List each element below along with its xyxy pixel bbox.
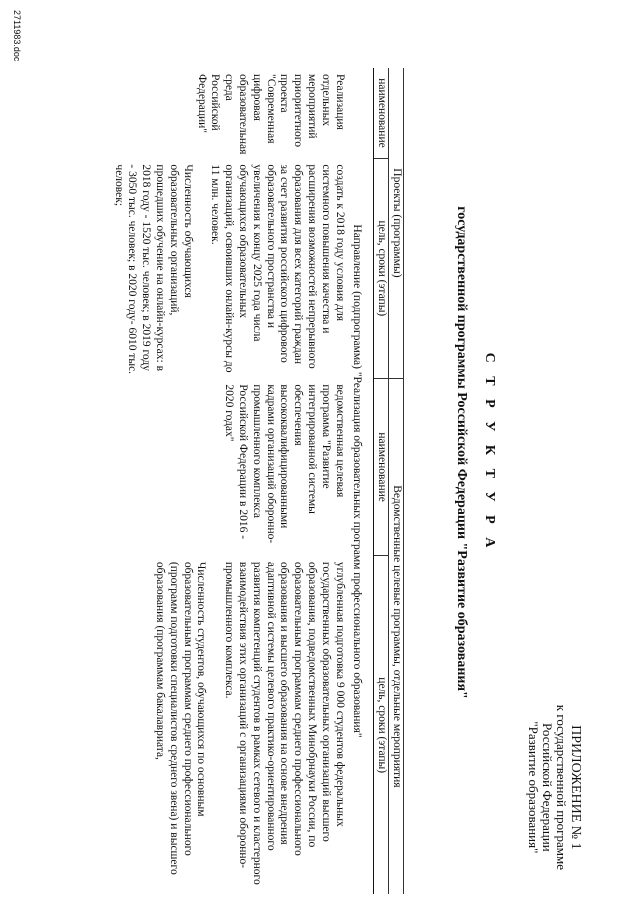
header-goal-2: цель, сроки (этапы) [374, 556, 389, 894]
direction-title: Направление (подпрограмма) "Реализация образовательных программ профессионального образования" [351, 224, 364, 738]
document-heading [452, 0, 498, 905]
header-projects: Проекты (программы) [389, 68, 404, 378]
program-goal-extra: Численность студентов, обучающихся по основным образовательным программам среднего профессионального (программ подготовки специалистов среднего звена) и высшего образования (программам бакалавриата, [154, 561, 208, 875]
appendix-line: Российской Федерации [540, 723, 555, 852]
program-name: ведомственная целевая программа "Развитие интегрированной системы обеспечения высококвалифицированными кадрами организаций оборонно-промышленного комплекса Российской Федерации в 2016 - 2020 годах" [223, 384, 346, 544]
structure-table [111, 68, 404, 894]
project-goal-extra: Численность обучающихся образовательных организаций, прошедших обучение на онлайн-курсах: в 2018 году - 1520 тыс. человек; в 2019 году - 3050 тыс. человек; в 2020 году- 6010 тыс. человек; [112, 164, 194, 375]
header-goal: цель, сроки (этапы) [374, 158, 389, 378]
appendix-block [526, 705, 582, 870]
header-departmental: Ведомственные целевые программы, отдельные мероприятия [389, 378, 404, 894]
program-goal-text: углубленная подготовка 9 000 студентов федеральных государственных образовательных организаций высшего образования, подведомственных Минобрнауки России, по образовательным программам среднего профессионального образования и высшего образования на основе внедрения адаптивной системы целевого практико-ориентированного развития компетенций студентов в рамках сетевого и кластерного взаимодействия этих организаций с организациями оборонно-промышленного комплекса. [223, 561, 346, 885]
header-name: наименование [374, 68, 389, 158]
appendix-line: "Развитие образования" [526, 721, 541, 854]
document-title: С Т Р У К Т У Р А [482, 352, 497, 553]
project-goal-text: создать к 2018 году условия для системного повышения качества и расширения возможностей непрерывного образования для всех категорий граждан за счет развития российского цифрового образовательного пространства и увеличения к концу 2025 года числа обучающихся образовательных организаций, освоивших онлайн-курсы до 11 млн. человек. [209, 164, 346, 373]
header-name-2: наименование [374, 378, 389, 556]
project-name: Реализация отдельных мероприятий приоритетного проекта "Современная цифровая образовательная среда Российской Федерации" [195, 74, 346, 155]
appendix-line: к государственной программе [554, 704, 569, 870]
appendix-number: ПРИЛОЖЕНИЕ № 1 [568, 725, 583, 850]
program-goal [111, 556, 346, 894]
table-row [111, 68, 346, 894]
project-goal [111, 158, 346, 378]
file-footer: 2711983.doc [12, 10, 22, 62]
document-subtitle: государственной программы Российской Федерации "Развитие образования" [454, 206, 469, 699]
